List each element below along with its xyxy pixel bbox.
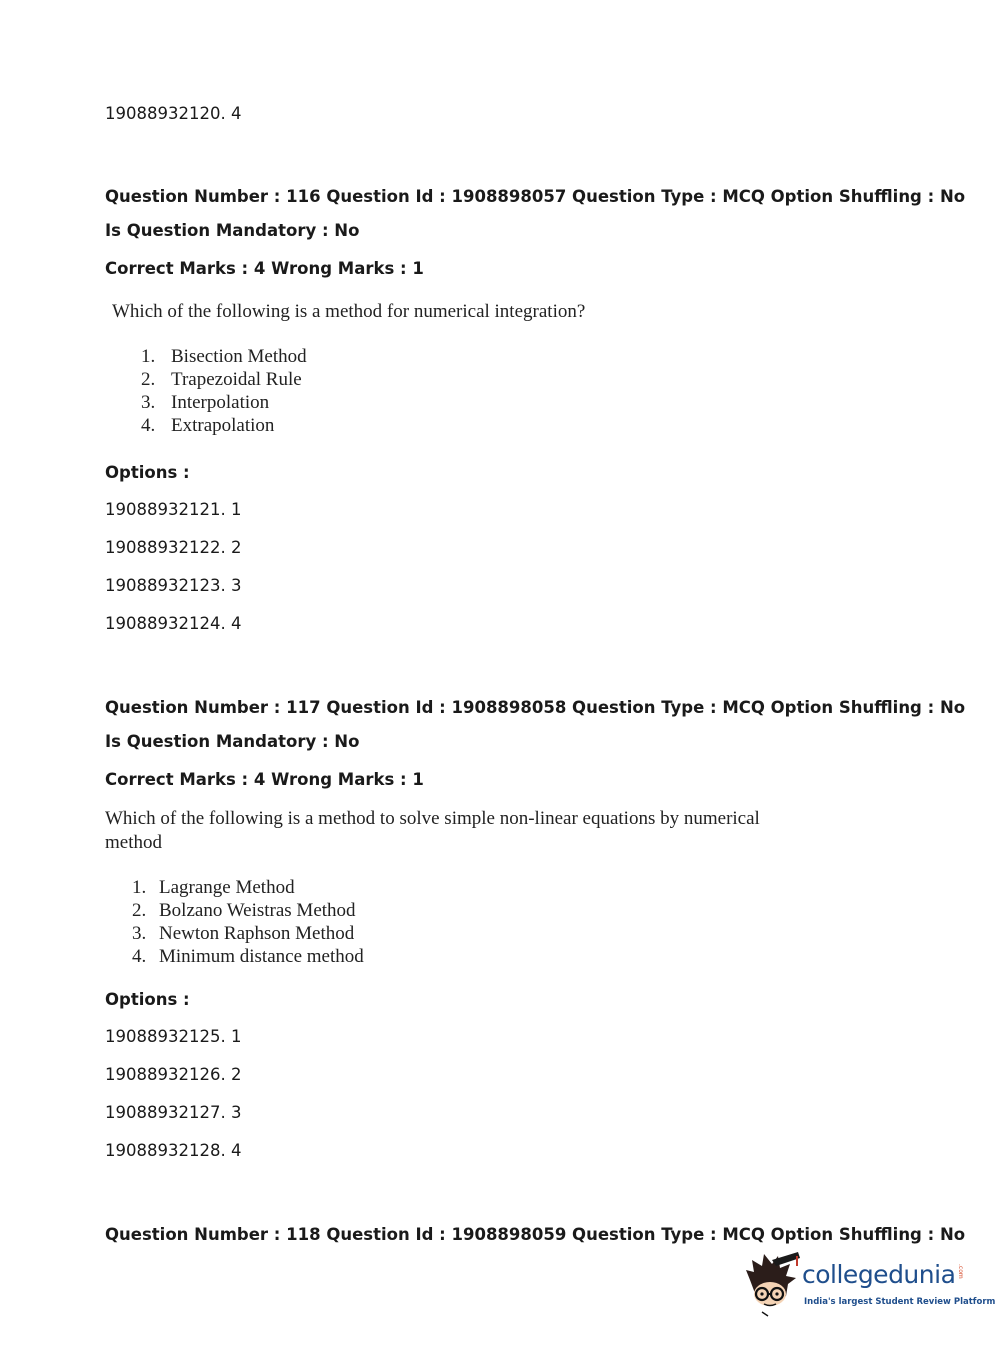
choice-number: 3.: [132, 923, 147, 944]
option-line: 19088932122. 2: [105, 538, 242, 557]
choice-number: 4.: [141, 415, 156, 436]
option-line: 19088932127. 3: [105, 1103, 242, 1122]
question-header: Question Number : 118 Question Id : 1908898059 Question Type : MCQ Option Shuffling : No: [105, 1225, 966, 1244]
collegedunia-logo: [742, 1250, 996, 1320]
options-label: Options :: [105, 463, 190, 482]
choice-item: [132, 877, 295, 899]
choice-item: [132, 900, 356, 922]
question-text: Which of the following is a method to solve simple non-linear equations by numerical: [105, 808, 760, 829]
choice-item: [141, 369, 302, 391]
choice-text: Interpolation: [171, 392, 270, 413]
mascot-icon: [742, 1250, 802, 1320]
choice-text: Extrapolation: [171, 415, 275, 436]
option-line: 19088932124. 4: [105, 614, 242, 633]
question-header: Question Number : 117 Question Id : 1908898058 Question Type : MCQ Option Shuffling : No: [105, 698, 966, 717]
choice-text: Bisection Method: [171, 346, 307, 367]
mandatory-line: Is Question Mandatory : No: [105, 732, 360, 751]
choice-item: [141, 346, 307, 368]
question-text: Which of the following is a method for numerical integration?: [112, 301, 586, 322]
logo-suffix: .com: [957, 1264, 964, 1279]
choice-number: 3.: [141, 392, 156, 413]
choice-item: [141, 415, 274, 437]
choice-item: [141, 392, 269, 414]
logo-tagline: India's largest Student Review Platform: [804, 1297, 996, 1307]
question-text-continued: method: [105, 832, 162, 853]
choice-text: Newton Raphson Method: [159, 923, 355, 944]
choice-text: Minimum distance method: [159, 946, 364, 967]
choice-text: Trapezoidal Rule: [171, 369, 302, 390]
logo-wordmark: collegedunia: [802, 1260, 956, 1289]
marks-line: Correct Marks : 4 Wrong Marks : 1: [105, 770, 424, 789]
option-line: 19088932121. 1: [105, 500, 242, 519]
choice-number: 1.: [141, 346, 156, 367]
choice-item: [132, 946, 364, 968]
choice-number: 2.: [141, 369, 156, 390]
choice-number: 4.: [132, 946, 147, 967]
option-line: 19088932128. 4: [105, 1141, 242, 1160]
choice-text: Lagrange Method: [159, 877, 295, 898]
choice-number: 1.: [132, 877, 147, 898]
option-line: 19088932120. 4: [105, 104, 242, 123]
option-line: 19088932126. 2: [105, 1065, 242, 1084]
question-header: Question Number : 116 Question Id : 1908898057 Question Type : MCQ Option Shuffling : No: [105, 187, 966, 206]
choice-item: [132, 923, 354, 945]
option-line: 19088932123. 3: [105, 576, 242, 595]
marks-line: Correct Marks : 4 Wrong Marks : 1: [105, 259, 424, 278]
option-line: 19088932125. 1: [105, 1027, 242, 1046]
choice-text: Bolzano Weistras Method: [159, 900, 356, 921]
choice-number: 2.: [132, 900, 147, 921]
options-label: Options :: [105, 990, 190, 1009]
mandatory-line: Is Question Mandatory : No: [105, 221, 360, 240]
